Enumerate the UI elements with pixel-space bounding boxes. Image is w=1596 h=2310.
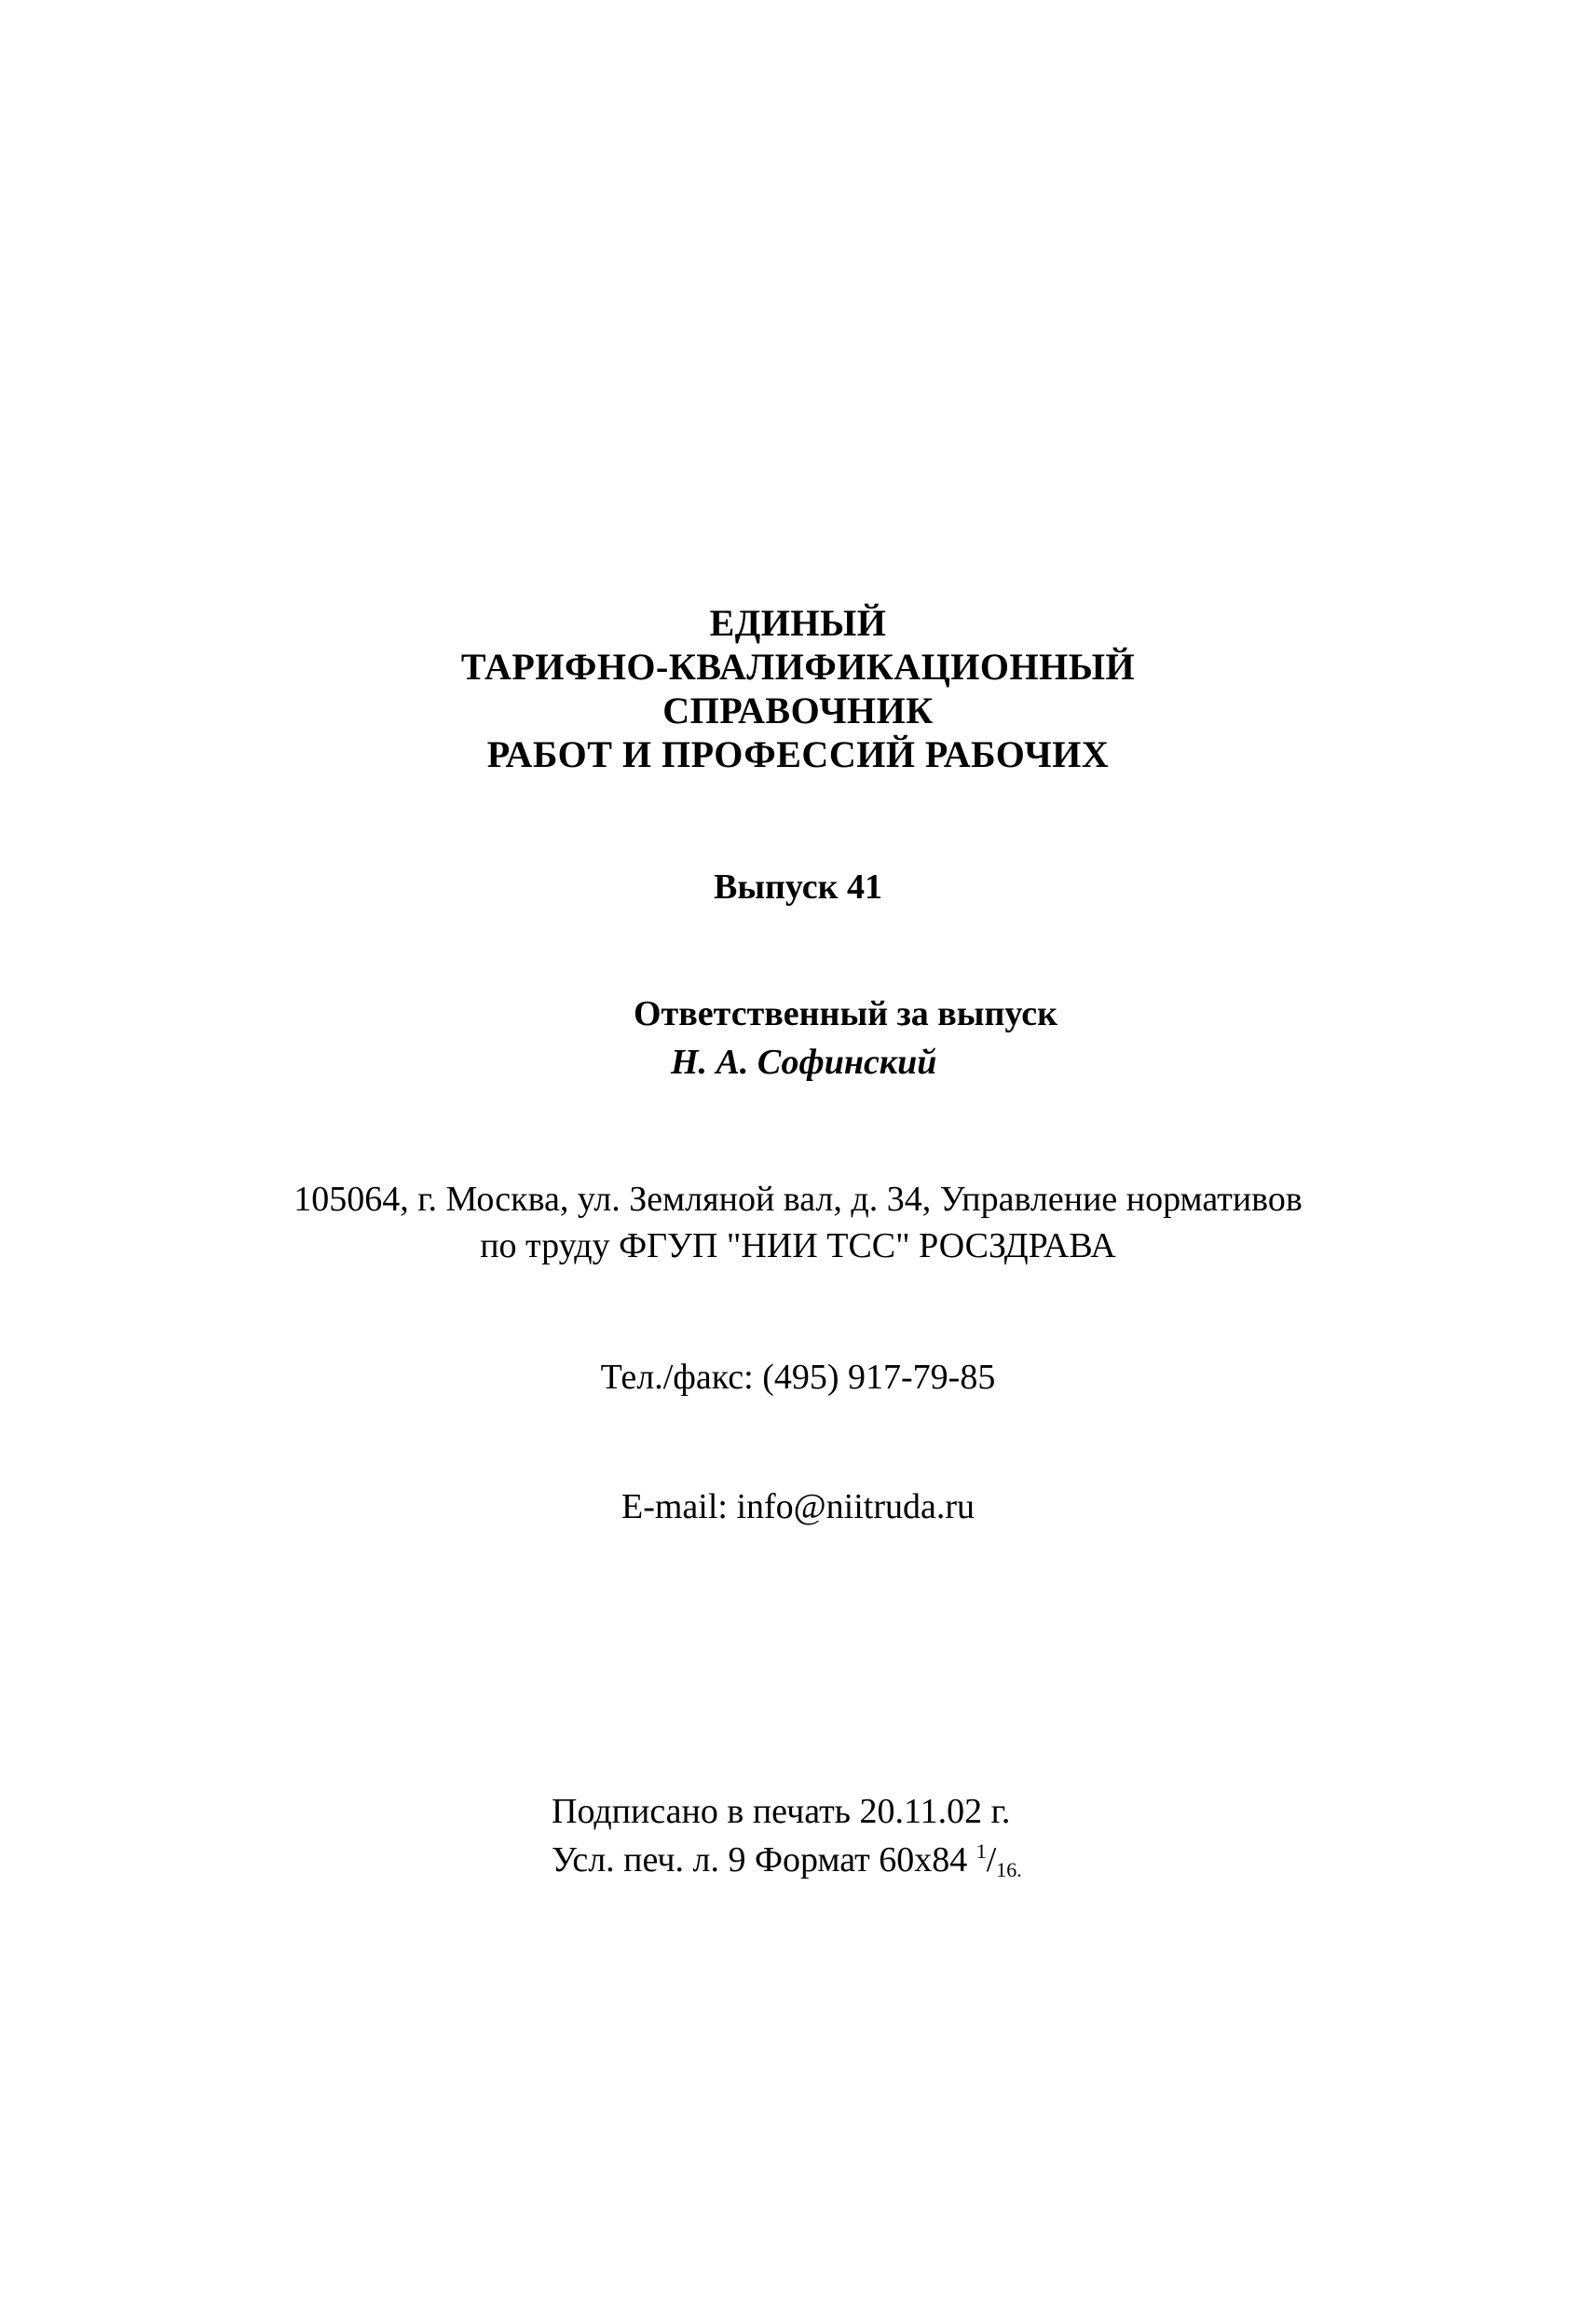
postal-address <box>0 1176 1596 1269</box>
title-line-2: ТАРИФНО-КВАЛИФИКАЦИОННЫЙ <box>460 646 1136 688</box>
issue-number: Выпуск 41 <box>713 868 882 907</box>
format-slash: / <box>986 1840 997 1879</box>
signed-for-print: Подписано в печать 20.11.02 г. <box>552 1792 1011 1831</box>
phone-fax: Тел./факс: (495) 917-79-85 <box>600 1358 996 1397</box>
print-info <box>552 1787 1022 1884</box>
format-prefix: Усл. печ. л. 9 Формат 60х84 <box>552 1840 976 1879</box>
format-denominator: 16. <box>996 1858 1022 1881</box>
email-address: E-mail: info@niitruda.ru <box>621 1487 975 1526</box>
address-line-2: по труду ФГУП "НИИ ТСС" РОСЗДРАВА <box>480 1226 1116 1265</box>
address-line-1: 105064, г. Москва, ул. Земляной вал, д. 34, Управление нормативов <box>293 1180 1303 1219</box>
print-format <box>552 1836 1022 1884</box>
responsible-name: Н. А. Софинский <box>671 1043 937 1082</box>
title-line-3: СПРАВОЧНИК <box>662 690 934 731</box>
book-title <box>0 601 1596 776</box>
responsible-label: Ответственный за выпуск <box>634 994 1057 1033</box>
title-line-1: ЕДИНЫЙ <box>709 602 887 644</box>
format-numerator: 1 <box>975 1839 987 1863</box>
title-line-4: РАБОТ И ПРОФЕССИЙ РАБОЧИХ <box>486 733 1110 775</box>
